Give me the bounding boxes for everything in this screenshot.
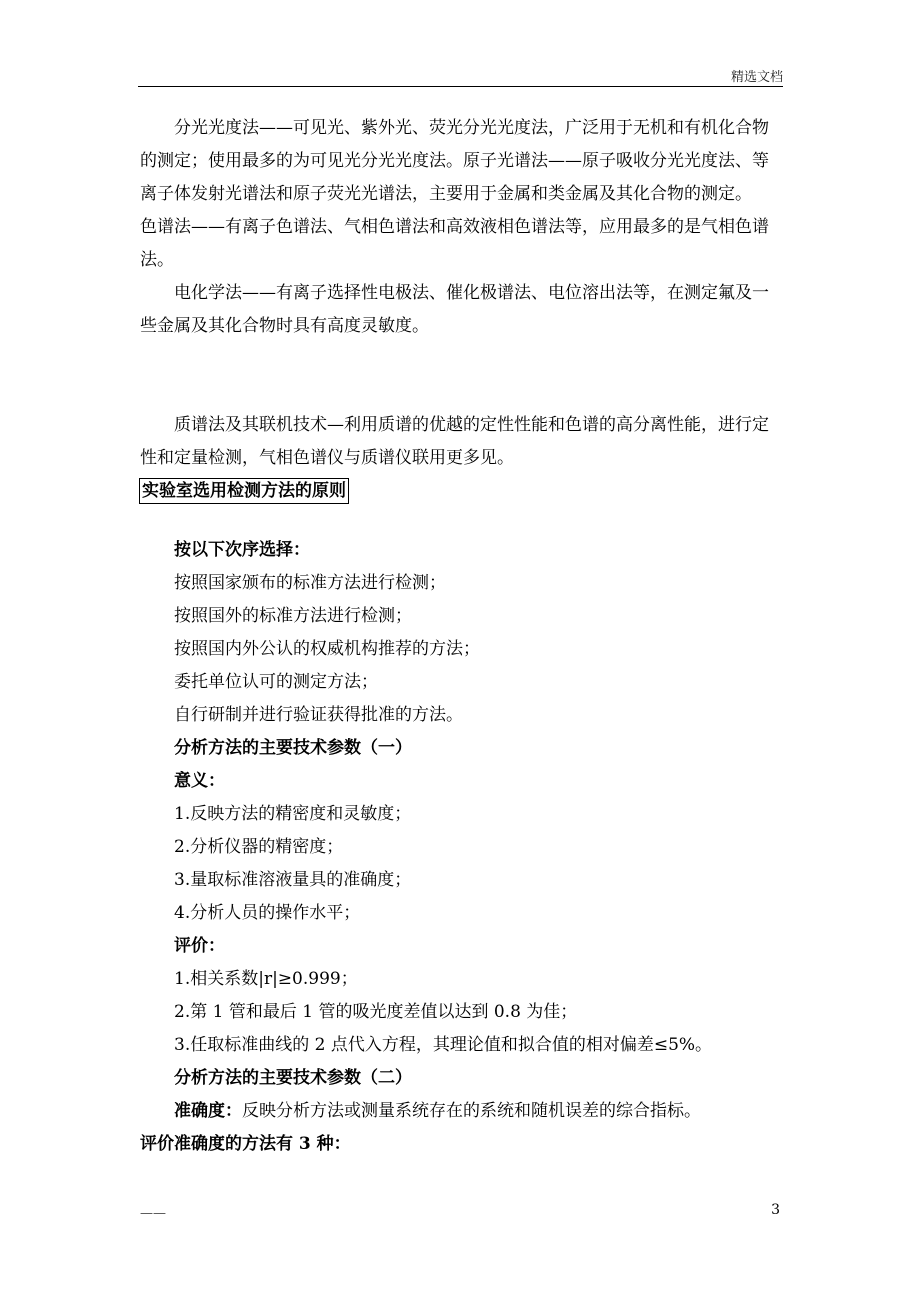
paragraph-electrochemistry: 电化学法——有离子选择性电极法、催化极谱法、电位溶出法等，在测定氟及一些金属及其化合物时具有高度灵敏度。 [140, 283, 769, 336]
params2-heading: 分析方法的主要技术参数（二） [174, 1068, 412, 1088]
order-item: 按照国外的标准方法进行检测； [174, 606, 412, 626]
accuracy-definition [140, 1095, 780, 1128]
meaning-item: 1.反映方法的精密度和灵敏度； [174, 804, 412, 824]
params1-heading: 分析方法的主要技术参数（一） [174, 738, 412, 758]
order-heading: 按以下次序选择： [174, 540, 310, 560]
accuracy-text: 反映分析方法或测量系统存在的系统和随机误差的综合指标。 [242, 1101, 701, 1121]
eval-heading: 评价： [174, 936, 225, 956]
accuracy-term: 准确度： [174, 1101, 242, 1121]
section-title: 实验室选用检测方法的原则 [139, 478, 349, 504]
eval-item: 3.任取标准曲线的 2 点代入方程，其理论值和拟合值的相对偏差≤5%。 [174, 1035, 713, 1055]
order-item: 自行研制并进行验证获得批准的方法。 [174, 705, 463, 725]
meaning-item: 4.分析人员的操作水平； [174, 903, 361, 923]
meaning-heading: 意义： [174, 771, 225, 791]
blank-space [140, 343, 780, 409]
order-item: 按照国家颁布的标准方法进行检测； [174, 573, 446, 593]
header-label: 精选文档 [730, 70, 783, 85]
meaning-item: 2.分析仪器的精密度； [174, 837, 344, 857]
paragraph-mass-spectrometry: 质谱法及其联机技术—利用质谱的优越的定性性能和色谱的高分离性能，进行定性和定量检测，气相色谱仪与质谱仪联用更多见。 [140, 415, 769, 468]
page-number: 3 [771, 1202, 780, 1218]
order-item: 委托单位认可的测定方法； [174, 672, 378, 692]
document-body [140, 112, 780, 1161]
footer-mark: —— [140, 1206, 166, 1221]
header-rule [138, 86, 783, 87]
eval-item: 2.第 1 管和最后 1 管的吸光度差值以达到 0.8 为佳； [174, 1002, 578, 1022]
order-item: 按照国内外公认的权威机构推荐的方法； [174, 639, 480, 659]
meaning-item: 3.量取标准溶液量具的准确度； [174, 870, 412, 890]
paragraph-chromatography: 色谱法——有离子色谱法、气相色谱法和高效液相色谱法等，应用最多的是气相色谱法。 [140, 217, 769, 270]
eval-item: 1.相关系数|r|≥0.999； [174, 969, 358, 989]
accuracy-methods: 评价准确度的方法有 3 种： [140, 1134, 351, 1154]
paragraph-spectrophotometry: 分光光度法——可见光、紫外光、荧光分光光度法，广泛用于无机和有机化合物的测定；使用最多的为可见光分光光度法。原子光谱法——原子吸收分光光度法、等离子体发射光谱法和原子荧光光谱法，主要用于金属和类金属及其化合物的测定。 [140, 118, 769, 204]
